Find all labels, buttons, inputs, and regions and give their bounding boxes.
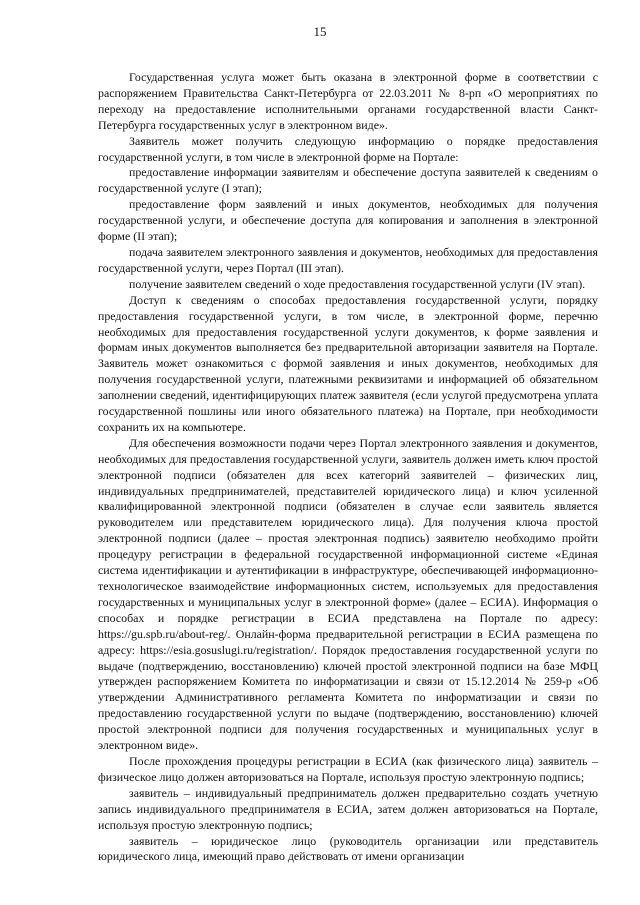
- paragraph-stage-3: подача заявителем электронного заявления и документов, необходимых для предоставления государственной услуги, через Портал (III этап).: [98, 244, 598, 275]
- paragraph-electronic-form: Государственная услуга может быть оказана в электронной форме в соответствии с распоряжением Правительства Санкт-Петербурга от 22.03.2011 № 8-рп «О мероприятиях по переходу на предоставление исполнительными органами государственной власти Санкт-Петербурга государственных услуг в электронном виде».: [98, 70, 598, 132]
- page-number: 15: [313, 24, 327, 39]
- paragraph-individual-auth: После прохождения процедуры регистрации в ЕСИА (как физического лица) заявитель – физическое лицо должен авторизоваться на Портале, используя простую электронную подпись;: [98, 753, 598, 784]
- paragraph-access-info: Доступ к сведениям о способах предоставления государственной услуги, порядку предоставления государственной услуги, в том числе, в электронной форме, перечню необходимых для предоставления государственной услуги документов, к форме заявления и формам иных документов выполняется без предварительной авторизации заявителя на Портале. Заявитель может ознакомиться с формой заявления и иных документов, необходимых для получения государственной услуги, платежными реквизитами и информацией об обязательном заполнении сведений, идентифицирующих платеж заявителя (если услугой предусмотрена уплата государственной пошлины или иного обязательного платежа) на Портале, при необходимости сохранить их на компьютере.: [98, 292, 598, 434]
- paragraph-stage-1: предоставление информации заявителям и обеспечение доступа заявителей к сведениям о государственной услуге (I этап);: [98, 165, 598, 196]
- paragraph-stage-2: предоставление форм заявлений и иных документов, необходимых для получения государственной услуги, и обеспечение доступа для копирования и заполнения в электронной форме (II этап);: [98, 197, 598, 244]
- document-body: [98, 70, 598, 865]
- paragraph-info-available: Заявитель может получить следующую информацию о порядке предоставления государственной услуги, в том числе в электронной форме на Портале:: [98, 133, 598, 164]
- paragraph-esia-registration: Для обеспечения возможности подачи через Портал электронного заявления и документов, необходимых для предоставления государственной услуги, заявитель должен иметь ключ простой электронной подписи (обязателен для всех категорий заявителей – физических лиц, индивидуальных предпринимателей, представителей юридического лица) и ключ усиленной квалифицированной электронной подписи (обязателен в случае если заявитель является руководителем или представителем юридического лица). Для получения ключа простой электронной подписи (далее – простая электронная подпись) заявителю необходимо пройти процедуру регистрации в федеральной государственной информационной системе «Единая система идентификации и аутентификации в инфраструктуре, обеспечивающей информационно-технологическое взаимодействие информационных систем, используемых для предоставления государственных и муниципальных услуг в электронной форме» (далее – ЕСИА). Информация о способах и порядке регистрации в ЕСИА представлена на Портале по адресу: https://gu.spb.ru/about-reg/. Онлайн-форма предварительной регистрации в ЕСИА размещена по адресу: https://esia.gosuslugi.ru/registration/. Порядок предоставления государственной услуги по выдаче (подтверждению, восстановлению) ключей простой электронной подписи на базе МФЦ утвержден распоряжением Комитета по информатизации и связи от 15.12.2014 № 259-р «Об утверждении Административного регламента Комитета по информатизации и связи по предоставлению государственной услуги по выдаче (подтверждению, восстановлению) ключей простой электронной подписи для получения государственных и муниципальных услуг в электронном виде».: [98, 435, 598, 753]
- paragraph-stage-4: получение заявителем сведений о ходе предоставления государственной услуги (IV этап).: [129, 276, 586, 291]
- paragraph-legal-entity: заявитель – юридическое лицо (руководитель организации или представитель юридического лица, имеющий право действовать от имени организации: [98, 833, 598, 864]
- paragraph-entrepreneur-auth: заявитель – индивидуальный предприниматель должен предварительно создать учетную запись индивидуального предпринимателя в ЕСИА, затем должен авторизоваться на Портале, используя простую электронную подпись;: [98, 785, 598, 832]
